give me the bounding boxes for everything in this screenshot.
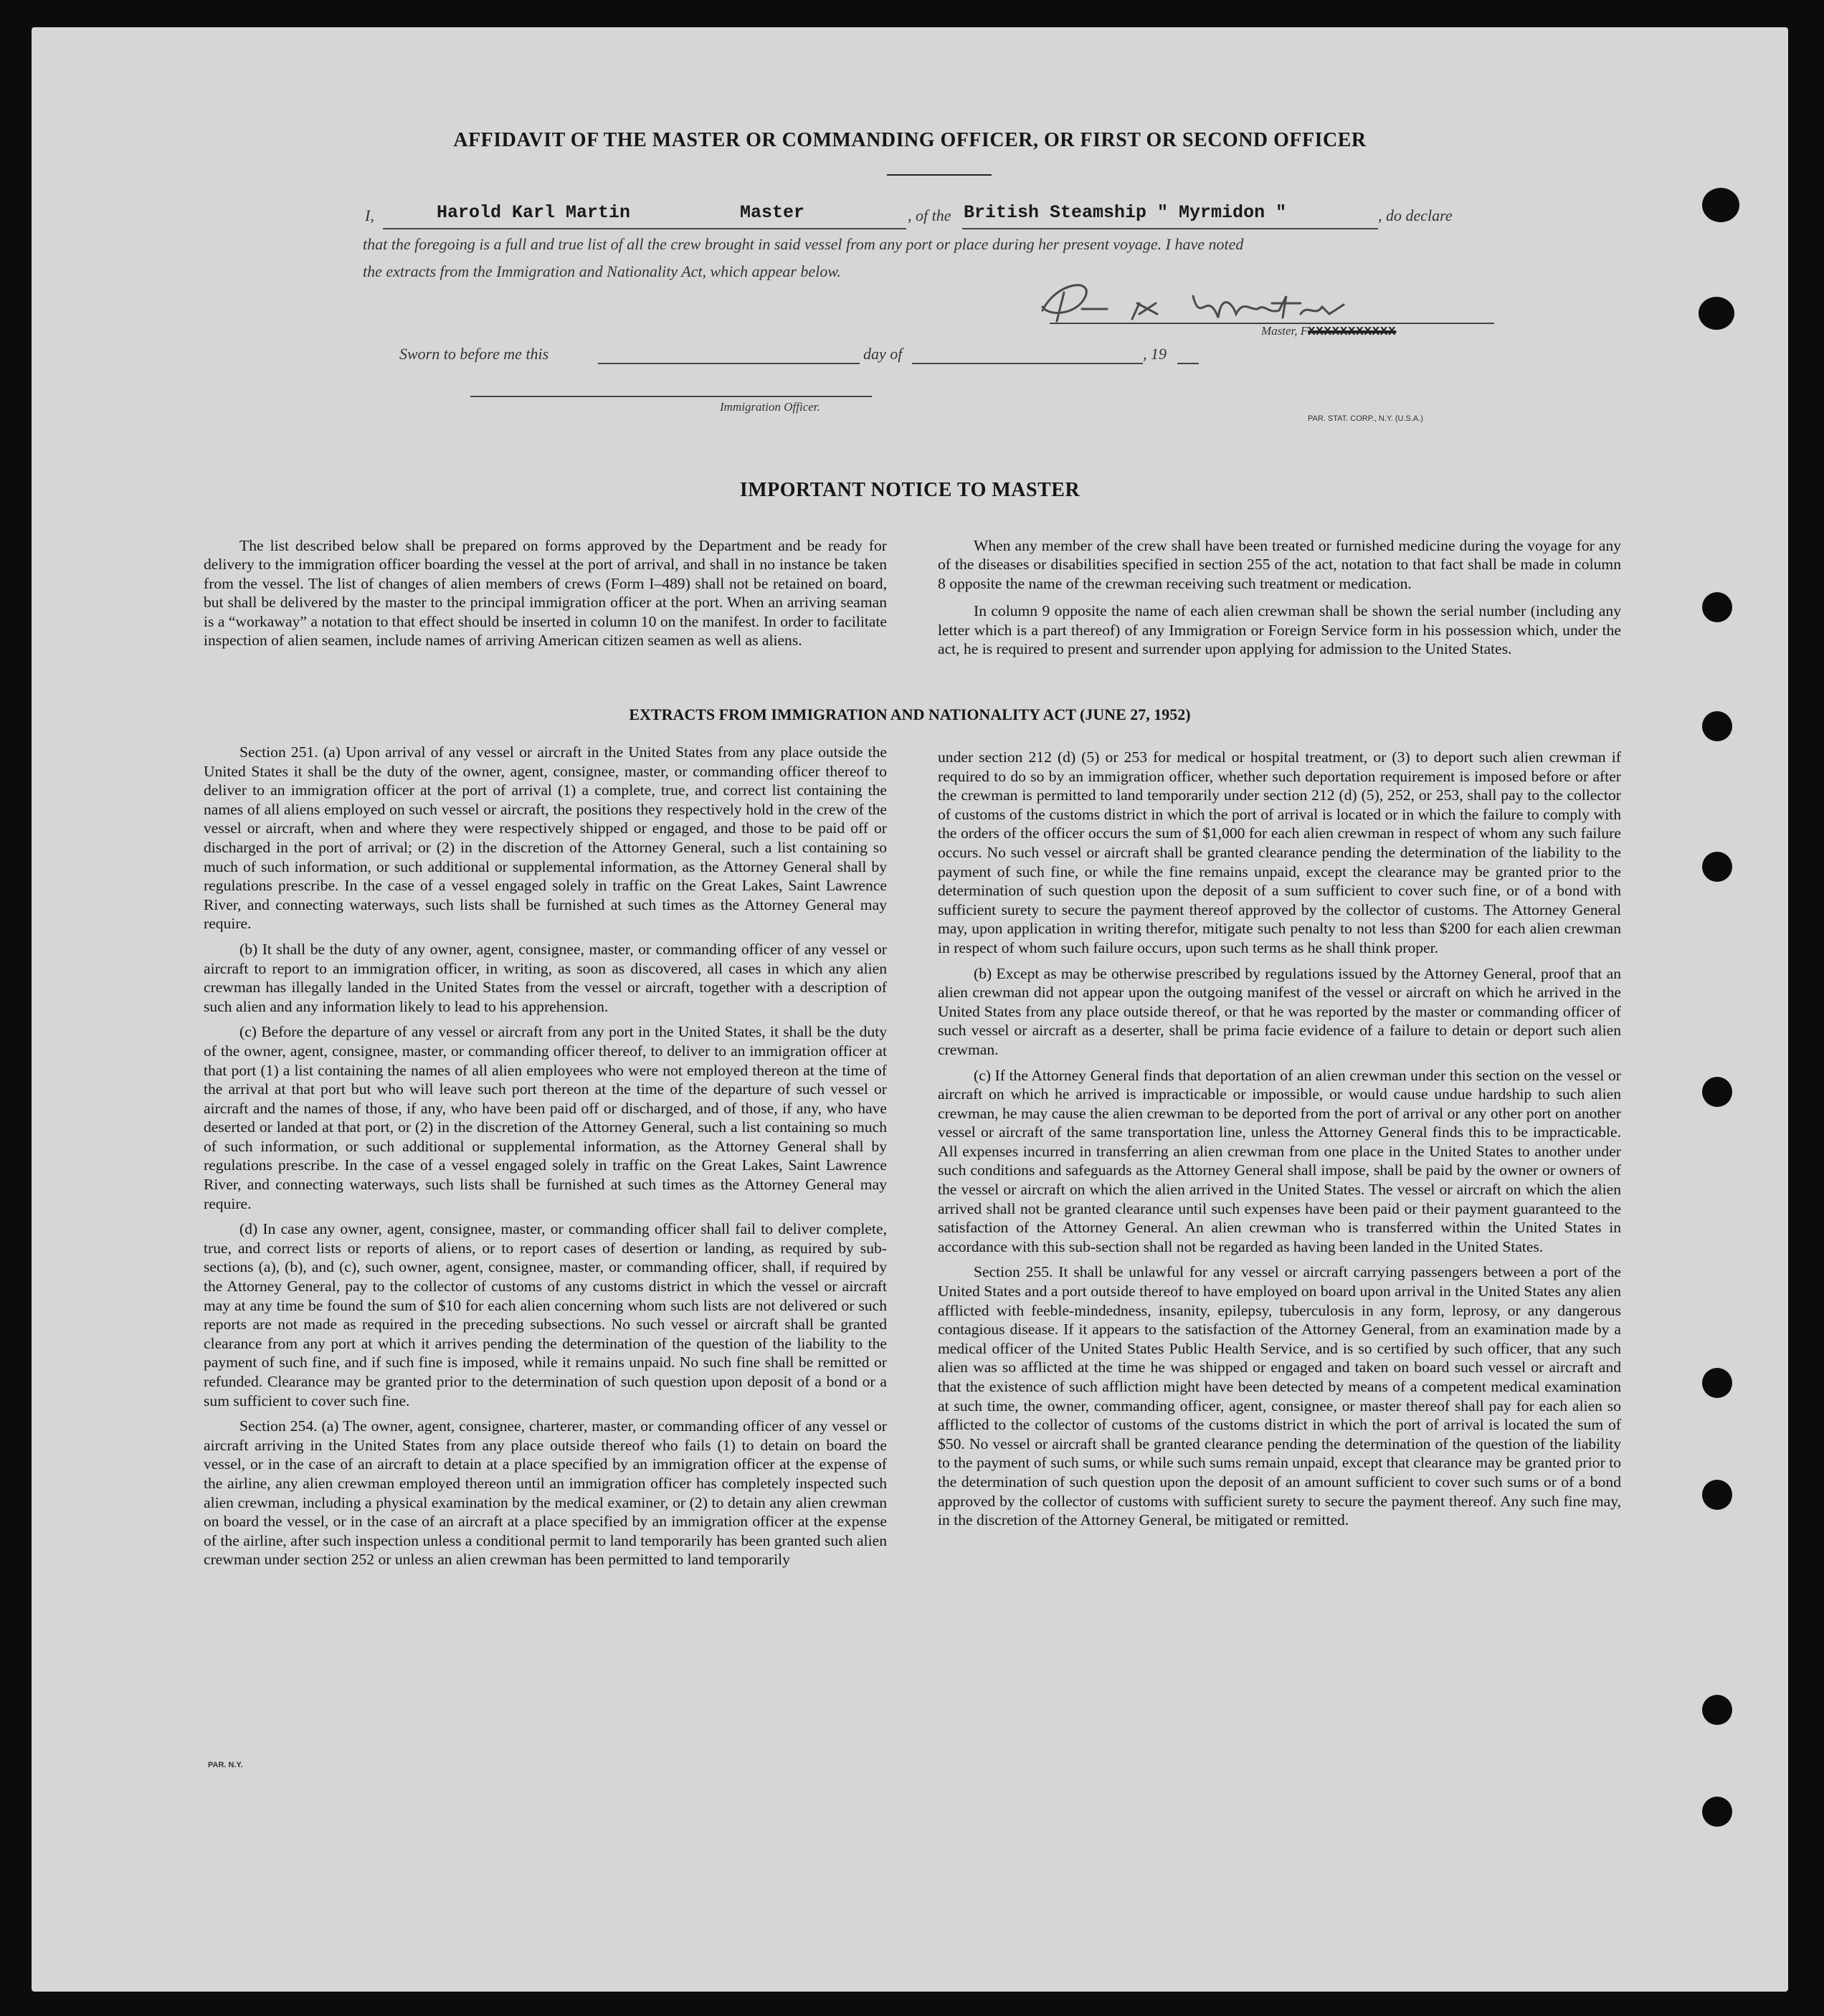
extracts-right-column (938, 748, 1621, 1530)
name-line (383, 228, 906, 229)
punch-hole (1702, 711, 1732, 741)
master-name: Harold Karl Martin (437, 202, 631, 223)
footer-mark: PAR. N.Y. (208, 1761, 243, 1769)
punch-hole (1699, 297, 1734, 330)
extracts-left-column (204, 743, 887, 1569)
printer-mark: PAR. STAT. CORP., N.Y. (U.S.A.) (1308, 414, 1423, 423)
master-rank: Master (740, 202, 805, 223)
struck-out-text: XXXXXXXXXXX (1308, 325, 1397, 339)
vessel-line (962, 228, 1378, 229)
act-paragraph: Section 255. It shall be unlawful for any vessel or aircraft carrying passengers between a port of the United States and a port outside thereof to have employed on board upon arrival in the United States any alien afflicted with feeble-mindedness, insanity, epilepsy, tuberculosis in any form, leprosy, or any dangerous contagious disease. If it appears to the satisfaction of the Attorney General, from an examination made by a medical officer of the United States Public Health Service, and is so certified by such officer, that any such alien was so afflicted at the time he was shipped or engaged and taken on board such vessel or aircraft and that the existence of such affliction might have been detected by means of a competent medical examination at such time, the owner, commanding officer, agent, consignee, or master thereof shall pay for each alien so afflicted to the collector of customs of the customs district in which the port of arrival is located the sum of $50. No vessel or aircraft shall be granted clearance pending the determination of the question of the liability to the payment of such sums, or while such sums remain unpaid, except that clearance may be granted prior to the determination of such question upon the deposit of an amount sufficient to cover such sums or of a bond approved by the collector of customs with sufficient surety to secure the payment thereof. Any such fine may, in the discretion of the Attorney General, be mitigated or remitted. (938, 1263, 1621, 1529)
notice-paragraph: When any member of the crew shall have been treated or furnished medicine during the voyage for any of the diseases or disabilities specified in section 255 of the act, notation to that fact shall be made in column 8 opposite the name of the crewman receiving such treatment or medication. (938, 537, 1621, 592)
notice-right-column (938, 536, 1621, 658)
declaration-line-2: that the foregoing is a full and true list of all the crew brought in said vessel from any port or place during her present voyage. I have noted (363, 235, 1244, 253)
notice-paragraph: In column 9 opposite the name of each alien crewman shall be shown the serial number (including any letter which is a part thereof) of any Immigration or Foreign Service form in his possession which, under the act, he is required to present and surrender upon applying for admission to the United States. (938, 602, 1621, 658)
punch-hole (1702, 852, 1732, 882)
notice-left-column (204, 536, 887, 650)
punch-hole (1702, 592, 1732, 622)
sworn-label: Sworn to before me this (399, 345, 549, 363)
punch-hole (1702, 1480, 1732, 1510)
document-page (32, 27, 1788, 1992)
master-label: Master, FXXXXXXXXXXX (1261, 324, 1397, 339)
month-line (912, 363, 1143, 364)
punch-hole (1702, 188, 1739, 222)
act-paragraph: (c) If the Attorney General finds that deportation of an alien crewman under this section on the vessel or aircraft on which he arrived is impracticable or impossible, or would cause undue hardship to such alien crewman, he may cause the alien crewman to be deported from the port of arrival or any other port on another vessel or aircraft of the same transportation line, unless the Attorney General finds this to be impracticable. All expenses incurred in transferring an alien crewman from one place in the United States to another under such conditions and safeguards as the Attorney General shall impose, shall be paid by the owner or owners of the vessel or aircraft on which the alien arrived in the United States. The vessel or aircraft on which the alien arrived shall not be granted clearance until such expenses have been paid or their payment guaranteed to the satisfaction of the Attorney General. An alien crewman who is transferred within the United States in accordance with this sub-section shall not be regarded as having been landed in the United States. (938, 1066, 1621, 1255)
punch-hole (1702, 1077, 1732, 1107)
year-label: , 19 (1143, 345, 1167, 363)
act-paragraph: (b) Except as may be otherwise prescribed by regulations issued by the Attorney General, proof that an alien crewman did not appear upon the outgoing manifest of the vessel or aircraft on which he arrived in the United States from any place outside thereof, or that he was reported by the master or commanding officer of such vessel or aircraft as a deserter, shall be prima facie evidence of a failure to detain or deport such alien crewman. (938, 964, 1621, 1058)
punch-hole (1702, 1368, 1732, 1398)
officer-signature-line (470, 396, 872, 397)
immigration-officer-label: Immigration Officer. (720, 400, 820, 414)
affidavit-title: AFFIDAVIT OF THE MASTER OR COMMANDING OFFICER, OR FIRST OR SECOND OFFICER (453, 129, 1367, 151)
vessel-name: British Steamship " Myrmidon " (964, 202, 1287, 223)
day-of-label: day of (863, 345, 903, 363)
notice-title: IMPORTANT NOTICE TO MASTER (739, 479, 1080, 501)
act-paragraph: (c) Before the departure of any vessel or aircraft from any port in the United States, it shall be the duty of the owner, agent, consignee, master, or commanding officer thereof, to deliver to an immigration officer at that port (1) a list containing the names of all alien employees who were not employed thereon at the time of the arrival at that port but who will leave such port thereon at the time of the departure of such vessel or aircraft and the names of those, if any, who have been paid off or discharged, and of those, if any, who have deserted or landed at that port, or (2) in the discretion of the Attorney General, such a list containing so much of such information, or such additional or supplemental information, as the Attorney General shall by regulations prescribe. In the case of a vessel engaged solely in traffic on the Great Lakes, Saint Lawrence River, and connecting waterways, such lists shall be furnished at such times as the Attorney General may require. (204, 1023, 887, 1212)
act-paragraph: Section 251. (a) Upon arrival of any vessel or aircraft in the United States from any place outside the United States it shall be the duty of the owner, agent, consignee, master, or commanding officer thereof to deliver to an immigration officer at the port of arrival (1) a complete, true, and correct list containing the names of all aliens employed on such vessel or aircraft, the positions they respectively hold in the crew of the vessel or aircraft, when and where they were respectively shipped or engaged, and those to be paid off or discharged in the port of arrival; or (2) in the discretion of the Attorney General, such a list containing so much of such information, or such additional or supplemental information, as the Attorney General shall by regulations prescribe. In the case of a vessel engaged solely in traffic on the Great Lakes, Saint Lawrence River, and connecting waterways, such lists shall be furnished at such times as the Attorney General may require. (204, 743, 887, 933)
declaration-line-3: the extracts from the Immigration and Nationality Act, which appear below. (363, 262, 841, 280)
punch-hole (1702, 1695, 1732, 1725)
act-paragraph: (d) In case any owner, agent, consignee, master, or commanding officer shall fail to deliver complete, true, and correct lists or reports of aliens, or to report cases of desertion or landing, as required by sub-sections (a), (b), and (c), such owner, agent, consignee, master, or commanding officer, shall, if required by the Attorney General, pay to the collector of customs of any customs district in which the vessel or aircraft may at any time be found the sum of $10 for each alien concerning whom such lists are not delivered or such reports are not made as required in the preceding subsections. No such vessel or aircraft shall be granted clearance from any port at which it arrives pending the determination of the question of the liability to the payment of such fine, and if such fine is imposed, while it remains unpaid. No such fine shall be remitted or refunded. Clearance may be granted prior to the determination of such question upon deposit of a bond or a sum sufficient to cover such fine. (204, 1220, 887, 1409)
punch-hole (1702, 1797, 1732, 1827)
act-paragraph: Section 254. (a) The owner, agent, consignee, charterer, master, or commanding officer of any vessel or aircraft arriving in the United States from any place outside thereof who fails (1) to detain on board the vessel, or in the case of an aircraft to detain at a place specified by an immigration officer at the expense of the airline, any alien crewman employed thereon until an immigration officer has completely inspected such alien crewman, including a physical examination by the medical examiner, or (2) to detain any alien crewman on board the vessel, or in the case of an aircraft at a place specified by an immigration officer at the expense of the airline, after such inspection unless a conditional permit to land temporarily has been granted such alien crewman under section 252 or unless an alien crewman has been permitted to land temporarily (204, 1417, 887, 1569)
act-paragraph: under section 212 (d) (5) or 253 for medical or hospital treatment, or (3) to deport such alien crewman if required to do so by an immigration officer, whether such deportation requirement is imposed before or after the crewman is permitted to land temporarily under section 212 (d) (5), 252, or 253, shall pay to the collector of customs of the customs district in which the port of arrival is located or in which the failure to comply with the orders of the officer occurs the sum of $1,000 for each alien crewman in respect of whom any such failure occurs. No such vessel or aircraft shall be granted clearance pending the determination of the liability to the payment of such fine, or while the fine remains unpaid, except the clearance may be granted prior to the determination of such question upon the deposit of a sum sufficient to cover such fine, or of a bond with sufficient surety to secure the payment thereof approved by the collector of customs. The Attorney General may, upon application in writing therefor, mitigate such penalty to not less than $200 for each alien crewman in respect of whom such failure occurs, upon such terms as he shall think proper. (938, 748, 1621, 956)
notice-paragraph: The list described below shall be prepared on forms approved by the Department and be ready for delivery to the immigration officer boarding the vessel at the port of arrival, and shall in no instance be taken from the vessel. The list of changes of alien members of crews (Form I–489) shall not be retained on board, but shall be delivered by the master to the principal immigration officer at the port. When an arriving seaman is a “workaway” a notation to that effect should be inserted in column 10 on the manifest. In order to facilitate inspection of alien seamen, include names of arriving American citizen seamen as well as aliens. (204, 537, 887, 650)
title-rule (887, 174, 992, 176)
year-line (1177, 363, 1199, 364)
do-declare-label: , do declare (1378, 206, 1453, 224)
i-label: I, (365, 206, 374, 224)
act-paragraph: (b) It shall be the duty of any owner, agent, consignee, master, or commanding officer of any vessel or aircraft to report to an immigration officer, in writing, as soon as discovered, all cases in which any alien crewman has illegally landed in the United States from the vessel or aircraft, together with a description of such alien and any information likely to lead to his apprehension. (204, 940, 887, 1015)
sworn-day-line (598, 363, 860, 364)
extracts-title: EXTRACTS FROM IMMIGRATION AND NATIONALITY ACT (JUNE 27, 1952) (629, 705, 1191, 723)
of-the-label: , of the (908, 206, 951, 224)
